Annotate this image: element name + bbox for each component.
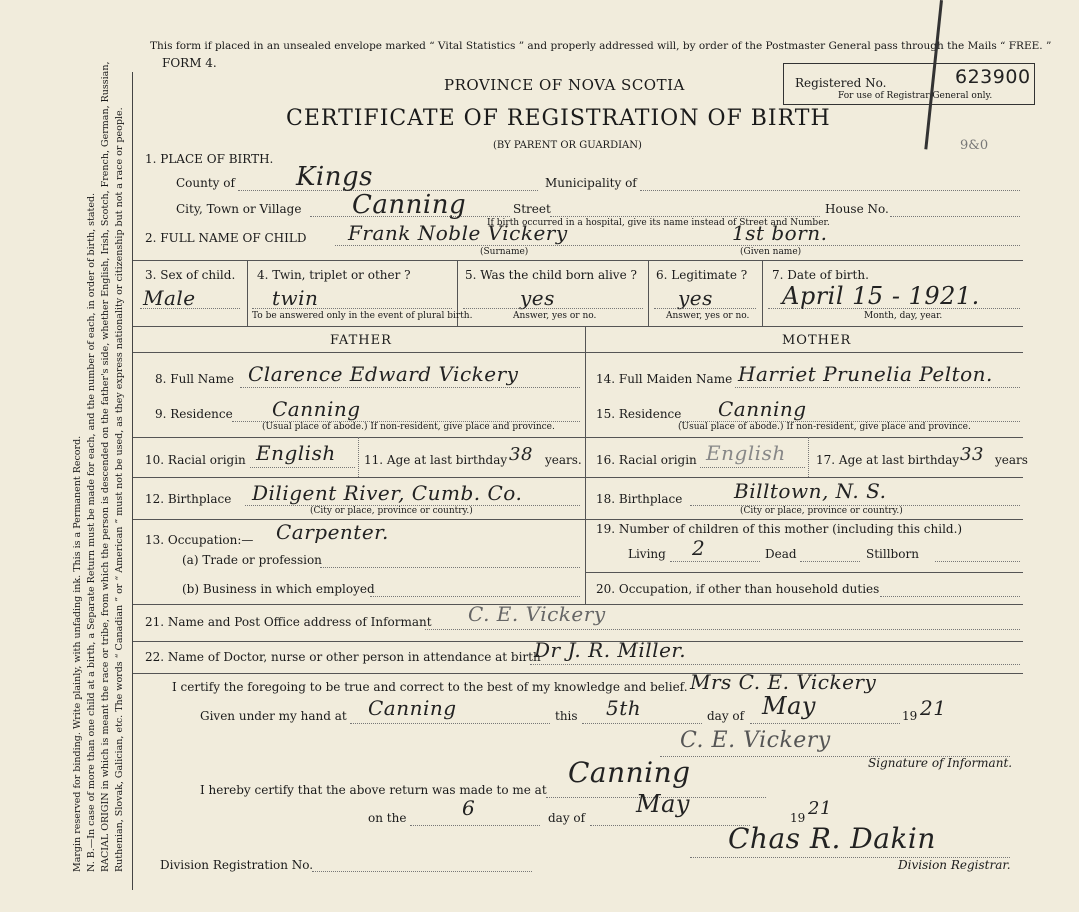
side-note-racial-origin-cont: Ruthenian, Slovak, Galician, etc. The words “ Canadian ” or “ American ” must not be used, as they express nationality or citizenship but not a race or people. xyxy=(114,107,125,872)
father-residence-value: Canning xyxy=(272,397,361,421)
certify-year-prefix: 19 xyxy=(902,709,918,723)
given-place-value: Canning xyxy=(368,696,457,720)
living-value: 2 xyxy=(692,536,706,560)
surname-note: (Surname) xyxy=(480,247,529,257)
father-name-value: Clarence Edward Vickery xyxy=(248,362,519,386)
father-age-value: 38 xyxy=(509,444,533,465)
mother-name-label: 14. Full Maiden Name xyxy=(596,372,733,386)
mother-birthplace-label: 18. Birthplace xyxy=(596,492,683,506)
father-business-label: (b) Business in which employed xyxy=(182,582,375,596)
registered-note: For use of Registrar General only. xyxy=(838,91,993,101)
mail-notice: This form if placed in an unsealed envelope marked “ Vital Statistics ” and properly addressed will, by order of the Postmaster General pass through the Mails “ FREE. ” xyxy=(150,40,1052,52)
certify-statement: I certify the foregoing to be true and correct to the best of my knowledge and belief. xyxy=(172,680,688,694)
mother-birthplace-value: Billtown, N. S. xyxy=(734,479,887,503)
informant-signature: C. E. Vickery xyxy=(680,728,831,753)
registrar-day-label: day of xyxy=(548,811,586,825)
child-name-label: 2. FULL NAME OF CHILD xyxy=(145,231,307,245)
date-label: 7. Date of birth. xyxy=(772,268,869,282)
certify-day-value: 5th xyxy=(606,696,642,720)
certificate-subtitle: (BY PARENT OR GUARDIAN) xyxy=(493,140,642,151)
registrar-year-value: 21 xyxy=(808,798,832,819)
legitimate-value: yes xyxy=(678,286,713,310)
twin-note: To be answered only in the event of plural birth. xyxy=(252,311,473,321)
doctor-label: 22. Name of Doctor, nurse or other person in attendance at birth xyxy=(145,650,541,664)
father-residence-note: (Usual place of abode.) If non-resident, give place and province. xyxy=(262,422,555,432)
mother-age-label: 17. Age at last birthday xyxy=(816,453,960,467)
certify-month-value: May xyxy=(762,692,816,720)
doctor-value: Dr J. R. Miller. xyxy=(534,638,687,662)
certify-day-label: day of xyxy=(707,709,745,723)
twin-label: 4. Twin, triplet or other ? xyxy=(257,268,411,282)
county-value: Kings xyxy=(296,162,373,192)
date-note: Month, day, year. xyxy=(864,311,943,321)
street-label: Street xyxy=(513,202,551,216)
registrar-place-value: Canning xyxy=(568,756,691,789)
mother-years-label: years xyxy=(995,453,1028,467)
child-name-value: Frank Noble Vickery xyxy=(348,221,568,245)
registered-number: 623900 xyxy=(955,66,1031,88)
stillborn-label: Stillborn xyxy=(866,547,919,561)
form-left-border xyxy=(132,72,133,890)
father-age-label: 11. Age at last birthday xyxy=(364,453,508,467)
registrar-year-prefix: 19 xyxy=(790,811,806,825)
father-birthplace-value: Diligent River, Cumb. Co. xyxy=(252,481,523,505)
informant-signature-label: Signature of Informant. xyxy=(868,756,1013,770)
child-given-value: 1st born. xyxy=(732,221,828,245)
given-under-label: Given under my hand at xyxy=(200,709,347,723)
date-value: April 15 - 1921. xyxy=(782,282,980,310)
mother-residence-label: 15. Residence xyxy=(596,407,682,421)
twin-value: twin xyxy=(272,286,319,310)
corner-mark: 9&0 xyxy=(960,138,989,153)
mother-racial-label: 16. Racial origin xyxy=(596,453,697,467)
certify-year-value: 21 xyxy=(920,696,947,720)
alive-value: yes xyxy=(520,286,555,310)
father-racial-label: 10. Racial origin xyxy=(145,453,246,467)
given-name-note: (Given name) xyxy=(740,247,802,257)
registrar-statement: I hereby certify that the above return was made to me at xyxy=(200,783,547,797)
mother-children-label: 19. Number of children of this mother (including this child.) xyxy=(596,522,963,536)
province-heading: PROVINCE OF NOVA SCOTIA xyxy=(444,76,685,94)
mother-occupation-label: 20. Occupation, if other than household duties xyxy=(596,582,880,596)
mother-heading: MOTHER xyxy=(782,333,852,348)
registered-label: Registered No. xyxy=(795,76,887,90)
city-label: City, Town or Village xyxy=(176,202,302,216)
side-note-plural-birth: N. B.—In case of more than one child at a birth, a Separate Return must be made for each, and the number of each, in order of birth, stated. xyxy=(86,192,97,872)
side-note-binding: Margin reserved for binding. Write plainly, with unfading ink. This is a Permanent Record. xyxy=(72,435,83,872)
this-label: this xyxy=(555,709,578,723)
division-registration-label: Division Registration No. xyxy=(160,858,314,872)
father-occupation-label: 13. Occupation:— xyxy=(145,533,254,547)
municipality-label: Municipality of xyxy=(545,176,637,190)
hospital-note: If birth occurred in a hospital, give its name instead of Street and Number. xyxy=(487,218,830,228)
father-heading: FATHER xyxy=(330,333,392,348)
informant-label: 21. Name and Post Office address of Informant xyxy=(145,615,432,629)
father-name-label: 8. Full Name xyxy=(155,372,234,386)
side-note-racial-origin: RACIAL ORIGIN in which is meant the race or tribe, from which the person is descended on the father's side, whether English, Irish, Scotch, French, German, Russian, xyxy=(100,61,111,872)
father-racial-value: English xyxy=(256,441,336,465)
registrar-day-value: 6 xyxy=(462,796,476,820)
registrar-signature-label: Division Registrar. xyxy=(898,858,1011,872)
mother-residence-value: Canning xyxy=(718,397,807,421)
alive-note: Answer, yes or no. xyxy=(513,311,597,321)
mother-residence-note: (Usual place of abode.) If non-resident, give place and province. xyxy=(678,422,971,432)
mother-birthplace-note: (City or place, province or country.) xyxy=(740,506,903,516)
legitimate-note: Answer, yes or no. xyxy=(666,311,750,321)
sex-label: 3. Sex of child. xyxy=(145,268,236,282)
registrar-month-value: May xyxy=(636,790,690,818)
legitimate-label: 6. Legitimate ? xyxy=(656,268,748,282)
registrar-on-label: on the xyxy=(368,811,407,825)
mother-age-value: 33 xyxy=(960,444,984,465)
informant-value: C. E. Vickery xyxy=(468,602,606,626)
certify-signer: Mrs C. E. Vickery xyxy=(690,670,877,694)
house-label: House No. xyxy=(825,202,889,216)
father-birthplace-label: 12. Birthplace xyxy=(145,492,232,506)
father-trade-label: (a) Trade or profession xyxy=(182,553,322,567)
registrar-signature: Chas R. Dakin xyxy=(728,822,936,855)
mother-racial-value: English xyxy=(706,441,786,465)
certificate-title: CERTIFICATE OF REGISTRATION OF BIRTH xyxy=(286,106,831,131)
father-residence-label: 9. Residence xyxy=(155,407,233,421)
living-label: Living xyxy=(628,547,666,561)
father-occupation-value: Carpenter. xyxy=(276,520,389,544)
dead-label: Dead xyxy=(765,547,797,561)
mother-name-value: Harriet Prunelia Pelton. xyxy=(738,362,993,386)
place-of-birth-label: 1. PLACE OF BIRTH. xyxy=(145,152,274,166)
city-value: Canning xyxy=(352,190,467,220)
county-label: County of xyxy=(176,176,235,190)
sex-value: Male xyxy=(143,286,196,310)
form-number: FORM 4. xyxy=(162,56,217,70)
father-years-label: years. xyxy=(545,453,582,467)
alive-label: 5. Was the child born alive ? xyxy=(465,268,637,282)
father-birthplace-note: (City or place, province or country.) xyxy=(310,506,473,516)
